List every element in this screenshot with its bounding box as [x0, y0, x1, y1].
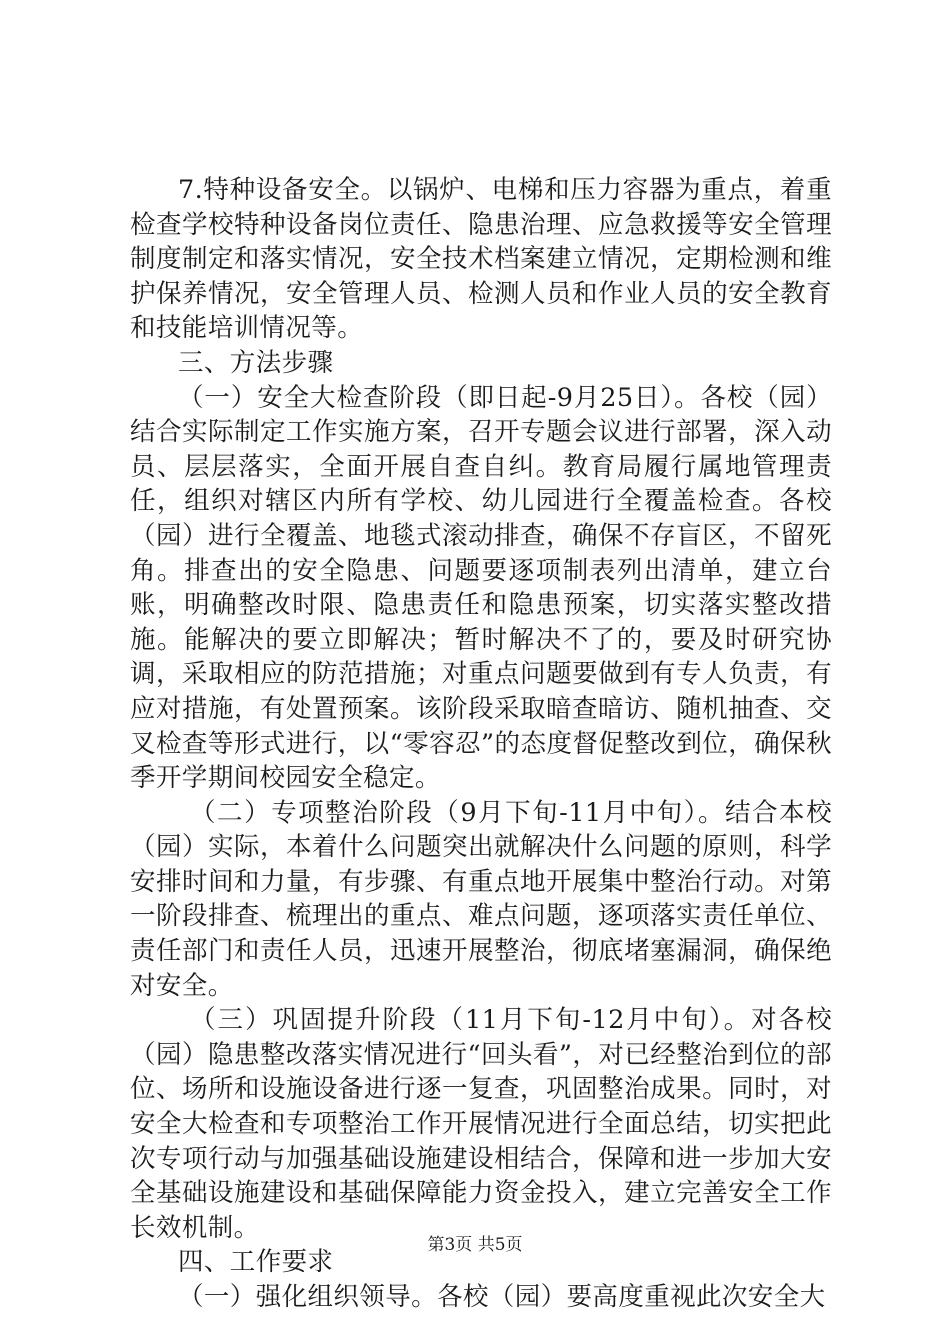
paragraph-inspection-stage: （一）安全大检查阶段（即日起-9月25日）。各校（园）结合实际制定工作实施方案，召开专题会议进行部署，深入动员、层层落实，全面开展自查自纠。教育局履行属地管理责任，组织对辖区内所有学校、幼儿园进行全覆盖检查。各校（园）进行全覆盖、地毯式滚动排查，确保不存盲区，不留死角。排查出的安全隐患、问题要逐项制表列出清单，建立台账，明确整改时限、隐患责任和隐患预案，切实落实整改措施。能解决的要立即解决；暂时解决不了的，要及时研究协调，采取相应的防范措施；对重点问题要做到有专人负责，有应对措施，有处置预案。该阶段采取暗查暗访、随机抽查、交叉检查等形式进行，以“零容忍”的态度督促整改到位，确保秋季开学期间校园安全稳定。	[130, 382, 832, 794]
section-heading-requirements: 四、工作要求	[178, 1247, 334, 1278]
paragraph-organization-leadership: （一）强化组织领导。各校（园）要高度重视此次安全大	[178, 1282, 826, 1312]
paragraph-rectification-stage: （二）专项整治阶段（9月下旬-11月中旬）。结合本校（园）实际，本着什么问题突出就解决什么问题的原则，科学安排时间和力量，有步骤、有重点地开展集中整治行动。对第一阶段排查、梳理出的重点、难点问题，逐项落实责任单位、责任部门和责任人员，迅速开展整治，彻底堵塞漏洞，确保绝对安全。	[130, 797, 832, 1001]
paragraph-special-equipment: 7.特种设备安全。以锅炉、电梯和压力容器为重点，着重检查学校特种设备岗位责任、隐患治理、应急救援等安全管理制度制定和落实情况，安全技术档案建立情况，定期检测和维护保养情况，安全管理人员、检测人员和作业人员的安全教育和技能培训情况等。	[130, 175, 832, 344]
paragraph-consolidation-stage: （三）巩固提升阶段（11月下旬-12月中旬）。对各校（园）隐患整改落实情况进行“回头看”，对已经整治到位的部位、场所和设施设备进行逐一复查，巩固整治成果。同时，对安全大检查和专项整治工作开展情况进行全面总结，切实把此次专项行动与加强基础设施建设相结合，保障和进一步加大安全基础设施建设和基础保障能力资金投入，建立完善安全工作长效机制。	[130, 1005, 832, 1243]
section-heading-methods: 三、方法步骤	[178, 347, 334, 378]
document-body	[130, 173, 832, 1315]
page-footer: 第3页 共5页	[427, 1235, 523, 1255]
